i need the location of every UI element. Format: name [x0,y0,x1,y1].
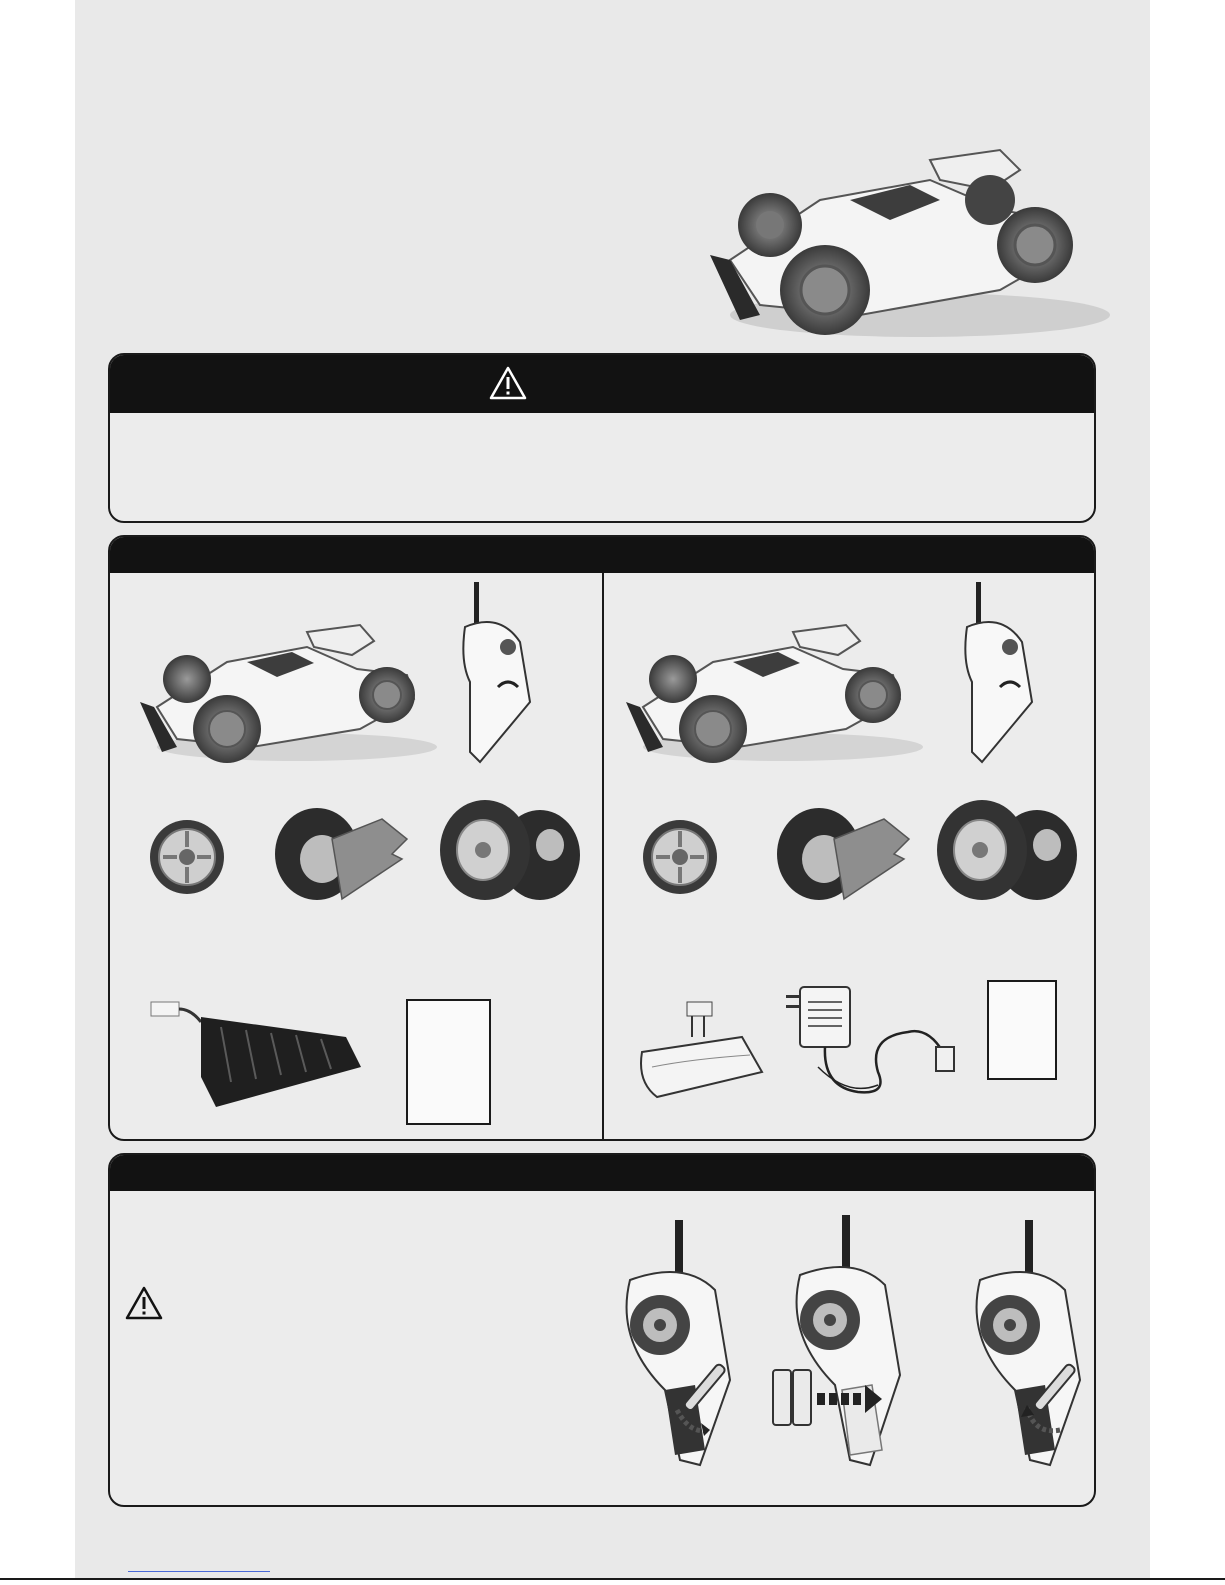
tire-tool-right [774,799,919,904]
remote-controller-right [942,582,1037,767]
remote-controller-left [440,582,535,767]
contents-panel-header [110,537,1094,573]
contents-panel [108,535,1096,1141]
footer-link-underline[interactable] [128,1570,270,1572]
warning-triangle-icon [124,1285,164,1321]
battery-install-panel [108,1153,1096,1507]
instruction-booklet-right [987,980,1057,1080]
page-bottom-rule [0,1578,1225,1580]
hero-car-image [700,140,1110,345]
monster-tires-left [435,795,585,905]
step-unscrew-battery-cover [605,1220,745,1470]
spare-wheel-left [147,817,227,897]
instruction-booklet-left [406,999,491,1125]
step-insert-batteries [770,1215,950,1470]
spare-wheel-right [640,817,720,897]
battery-install-panel-header [110,1155,1094,1191]
step-screw-battery-cover [955,1220,1095,1470]
warning-triangle-icon [488,365,528,401]
charger-adapter-right [778,977,978,1107]
battery-holder-left [146,997,366,1117]
monster-tires-right [932,795,1082,905]
tire-tool-left [272,799,417,904]
car-image-left [132,617,442,767]
contents-divider [602,573,604,1141]
warning-panel-header [110,355,1094,413]
rechargeable-battery-pack-right [632,997,772,1107]
car-image-right [618,617,928,767]
warning-panel [108,353,1096,523]
